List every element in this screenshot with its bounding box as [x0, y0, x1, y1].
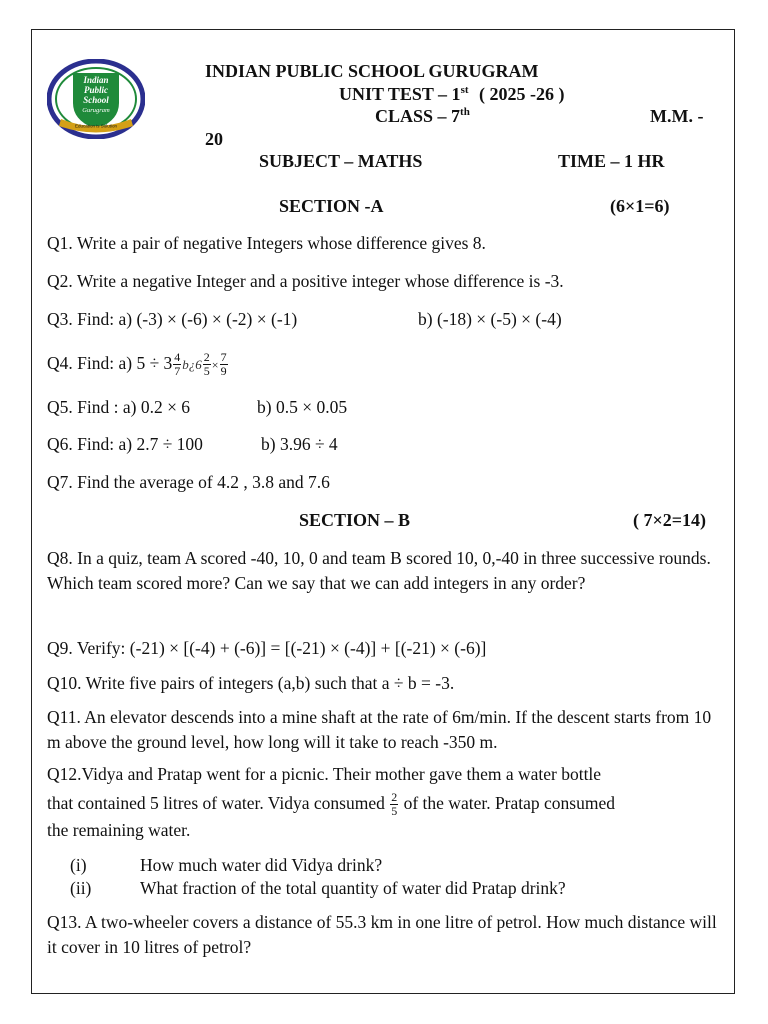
class-label	[375, 106, 470, 127]
school-logo	[47, 59, 145, 139]
section-b-marks: ( 7×2=14)	[633, 510, 707, 530]
school-name: INDIAN PUBLIC SCHOOL GURUGRAM	[205, 61, 539, 81]
question-12-line3: the remaining water.	[47, 820, 191, 840]
sub-number: (i)	[70, 855, 87, 875]
question-4	[47, 345, 229, 383]
test-title	[339, 84, 565, 105]
max-marks-value: 20	[205, 129, 223, 149]
question-12-line2	[47, 786, 615, 820]
question-6a: Q6. Find: a) 2.7 ÷ 100	[47, 434, 203, 454]
frac-den: 9	[220, 364, 227, 379]
test-label: UNIT TEST – 1	[339, 84, 461, 104]
subject: SUBJECT – MATHS	[259, 151, 423, 171]
question-9: Q9. Verify: (-21) × [(-4) + (-6)] = [(-21) × (-4)] + [(-21) × (-6)]	[47, 638, 487, 658]
fraction-2-5	[203, 351, 211, 378]
section-a-marks: (6×1=6)	[610, 196, 670, 216]
question-12-sub1	[70, 853, 382, 878]
sub-text: What fraction of the total quantity of water did Pratap drink?	[140, 878, 566, 898]
max-marks-label: M.M. -	[650, 106, 704, 126]
frac-num: 2	[391, 790, 398, 805]
logo-line3: School	[83, 95, 109, 105]
frac-den: 5	[203, 364, 210, 379]
question-1: Q1. Write a pair of negative Integers whose difference gives 8.	[47, 233, 486, 253]
question-7: Q7. Find the average of 4.2 , 3.8 and 7.6	[47, 472, 330, 492]
question-4-mid: b¿6	[182, 357, 202, 372]
section-b-title: SECTION – B	[299, 510, 411, 530]
times-sign: ×	[211, 358, 219, 372]
question-12-line1: Q12.Vidya and Pratap went for a picnic. Their mother gave them a water bottle	[47, 764, 602, 784]
frac-num: 2	[203, 350, 210, 365]
logo-ribbon-text: Education is Solution	[74, 123, 118, 129]
question-13: Q13. A two-wheeler covers a distance of 55.3 km in one litre of petrol. How much distance will it cover in 10 litres of petrol?	[47, 912, 717, 957]
question-3a: Q3. Find: a) (-3) × (-6) × (-2) × (-1)	[47, 309, 298, 329]
frac-den: 7	[174, 364, 181, 379]
fraction-2-5	[390, 791, 398, 818]
question-6b: b) 3.96 ÷ 4	[261, 434, 338, 454]
question-4-prefix: Q4. Find: a) 5 ÷ 3	[47, 353, 173, 373]
class-sup: th	[460, 106, 470, 118]
sub-number: (ii)	[70, 878, 92, 898]
question-12-line2b: of the water. Pratap consumed	[403, 793, 615, 813]
question-12-line2a: that contained 5 litres of water. Vidya consumed	[47, 793, 385, 813]
fraction-7-9	[220, 351, 228, 378]
question-10: Q10. Write five pairs of integers (a,b) such that a ÷ b = -3.	[47, 673, 455, 693]
time: TIME – 1 HR	[558, 151, 665, 171]
fraction-4-7	[173, 351, 181, 378]
session: ( 2025 -26 )	[479, 84, 565, 104]
logo-line4: Gurugram	[82, 107, 110, 114]
question-5a: Q5. Find : a) 0.2 × 6	[47, 397, 191, 417]
frac-num: 7	[220, 350, 227, 365]
test-sup: st	[460, 84, 469, 96]
question-12-sub2	[70, 876, 566, 901]
section-a-title: SECTION -A	[279, 196, 384, 216]
question-11: Q11. An elevator descends into a mine shaft at the rate of 6m/min. If the descent starts from 10 m above the ground level, how long will it take to reach -350 m.	[47, 707, 712, 752]
question-3b: b) (-18) × (-5) × (-4)	[418, 309, 562, 329]
question-8: Q8. In a quiz, team A scored -40, 10, 0 and team B scored 10, 0,-40 in three successive rounds. Which team scored more? Can we say that we can add integers in any order?	[47, 548, 711, 593]
sub-text: How much water did Vidya drink?	[140, 855, 383, 875]
frac-num: 4	[174, 350, 181, 365]
question-2: Q2. Write a negative Integer and a positive integer whose difference is -3.	[47, 271, 564, 291]
class-text: CLASS – 7	[375, 106, 461, 126]
frac-den: 5	[391, 804, 398, 819]
logo-line1: Indian	[83, 75, 109, 85]
logo-line2: Public	[84, 85, 108, 95]
question-5b: b) 0.5 × 0.05	[257, 397, 348, 417]
